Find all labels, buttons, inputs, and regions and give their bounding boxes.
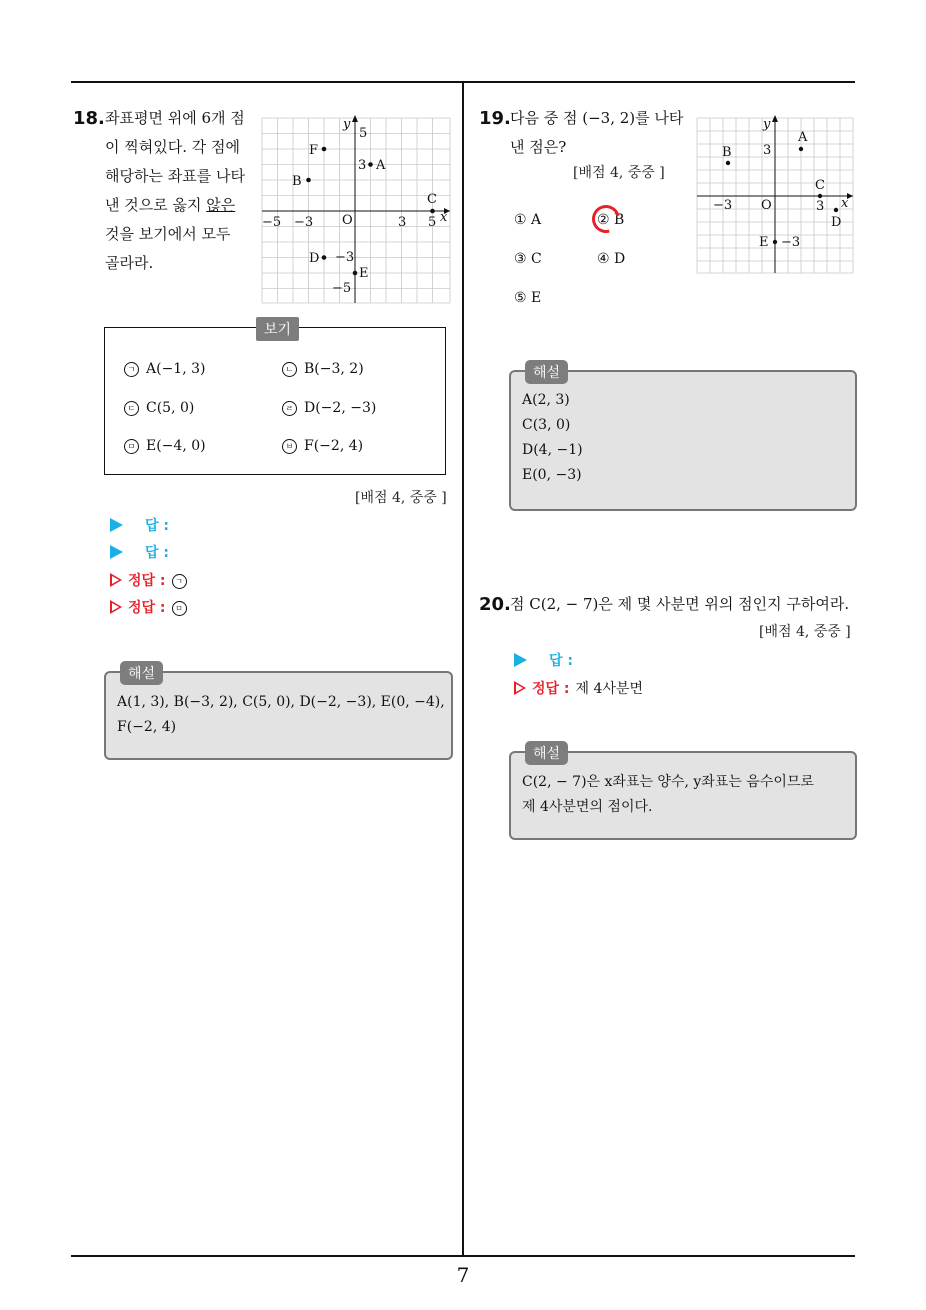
play-icon [110,518,123,532]
q18-bogi-item-6: ㅂ F(−2, 4) [282,438,363,454]
q19-point-B [726,161,730,165]
column-divider [462,83,464,1255]
q18-point-C [430,209,435,214]
q18-tick-xm3: −3 [294,215,314,230]
q18-number: 18. [73,108,105,129]
q18-bogi-label: 보기 [256,317,299,341]
q18-text: 좌표평면 위에 6개 점이 찍혀있다. 각 점에 해당하는 좌표를 나타낸 것으로 옳지 않은 것을 보기에서 모두 골라라. [105,109,245,272]
q19-tick-xm3: −3 [713,198,733,213]
q19-coordinate-graph [695,114,855,276]
q20-text: 점 C(2, − 7)은 제 몇 사분면 위의 점인지 구하여라. [510,595,850,613]
q19-choice-5[interactable]: ⑤ E [514,290,542,306]
q20-correct-row: 정답 : 제 4사분면 [514,678,643,698]
q18-answer-row-1[interactable]: 답 : [110,515,169,535]
q18-tick-ym3: −3 [335,250,355,265]
q18-origin-label: O [342,213,353,228]
q19-label-D: D [831,215,842,230]
q18-point-D [322,255,327,260]
selected-answer-mark-icon [587,200,625,238]
q18-label-F: F [309,143,319,158]
q20-haesul-text: C(2, − 7)은 x좌표는 양수, y좌표는 음수이므로 제 4사분면의 점이다. [522,774,814,815]
q18-underlined-word: 않은 [206,196,236,214]
q18-tick-ym5: −5 [332,281,352,296]
q18-x-axis-label: x [440,210,448,225]
q18-haesul-label: 해설 [120,661,163,685]
q18-bogi-item-2: ㄴ B(−3, 2) [282,361,364,377]
q18-answer-row-2[interactable]: 답 : [110,542,169,562]
play-icon [514,653,527,667]
q19-number: 19. [479,108,511,129]
outline-triangle-icon [110,573,122,587]
q18-label-C: C [427,192,437,207]
q18-bogi-item-4: ㄹ D(−2, −3) [282,400,376,416]
q19-tick-ym3: −3 [781,235,801,250]
q18-tick-y3: 3 [358,158,367,173]
q18-point-F [322,147,327,152]
q19-point-E [773,240,777,244]
q19-x-axis-label: x [841,196,849,211]
q20-number: 20. [479,594,511,615]
q18-bogi-item-5: ㅁ E(−4, 0) [124,438,206,454]
q18-bogi-item-1: ㄱ A(−1, 3) [124,361,205,377]
q18-score: [배점 4, 중중 ] [355,490,447,506]
q18-correct-row-2: 정답 : ㅁ [110,597,194,617]
q19-choice-3[interactable]: ③ C [514,251,542,267]
q19-point-C [818,194,822,198]
q19-choice-4[interactable]: ④ D [597,251,626,267]
q18-bogi-item-3: ㄷ C(5, 0) [124,400,194,416]
q19-origin-label: O [761,198,772,213]
play-icon [110,545,123,559]
q19-label-B: B [722,145,732,160]
q18-y-axis-label: y [343,117,351,132]
q19-label-A: A [798,130,808,145]
q18-label-B: B [292,174,302,189]
q19-point-D [834,208,838,212]
q19-score: [배점 4, 중중 ] [573,165,665,181]
q18-tick-y5: 5 [359,126,368,141]
q19-choice-1[interactable]: ① A [514,212,542,228]
q18-label-A: A [376,158,386,173]
q18-coordinate-graph [260,113,452,305]
q18-label-E: E [359,266,369,281]
bottom-rule [71,1255,855,1257]
q19-point-A [799,147,803,151]
q20-answer-row[interactable]: 답 : [514,650,573,670]
q18-haesul-text: A(1, 3), B(−3, 2), C(5, 0), D(−2, −3), E(0, −4), F(−2, 4) [117,694,445,735]
q19-tick-x3: 3 [816,199,825,214]
q18-point-E [353,271,358,276]
q19-y-axis-label: y [763,117,771,132]
q19-tick-y3: 3 [763,143,772,158]
q20-haesul-label: 해설 [525,741,568,765]
page-number: 7 [456,1263,470,1287]
q18-correct-row-1: 정답 : ㄱ [110,570,194,590]
q19-choice-2[interactable]: ② B [597,212,625,228]
q18-tick-x5: 5 [428,215,437,230]
q19-haesul-label: 해설 [525,360,568,384]
q19-text: 다음 중 점 (−3, 2)를 나타 낸 점은? [510,109,684,156]
q19-haesul-text: A(2, 3) C(3, 0) D(4, −1) E(0, −3) [522,392,583,483]
q19-label-E: E [759,235,769,250]
q19-label-C: C [815,178,825,193]
q18-label-D: D [309,251,320,266]
q18-point-B [306,178,311,183]
q18-tick-x3: 3 [398,215,407,230]
q20-score: [배점 4, 중중 ] [759,624,851,640]
q18-point-A [368,162,373,167]
outline-triangle-icon [514,681,526,695]
outline-triangle-icon [110,600,122,614]
q18-tick-xm5: −5 [262,215,282,230]
